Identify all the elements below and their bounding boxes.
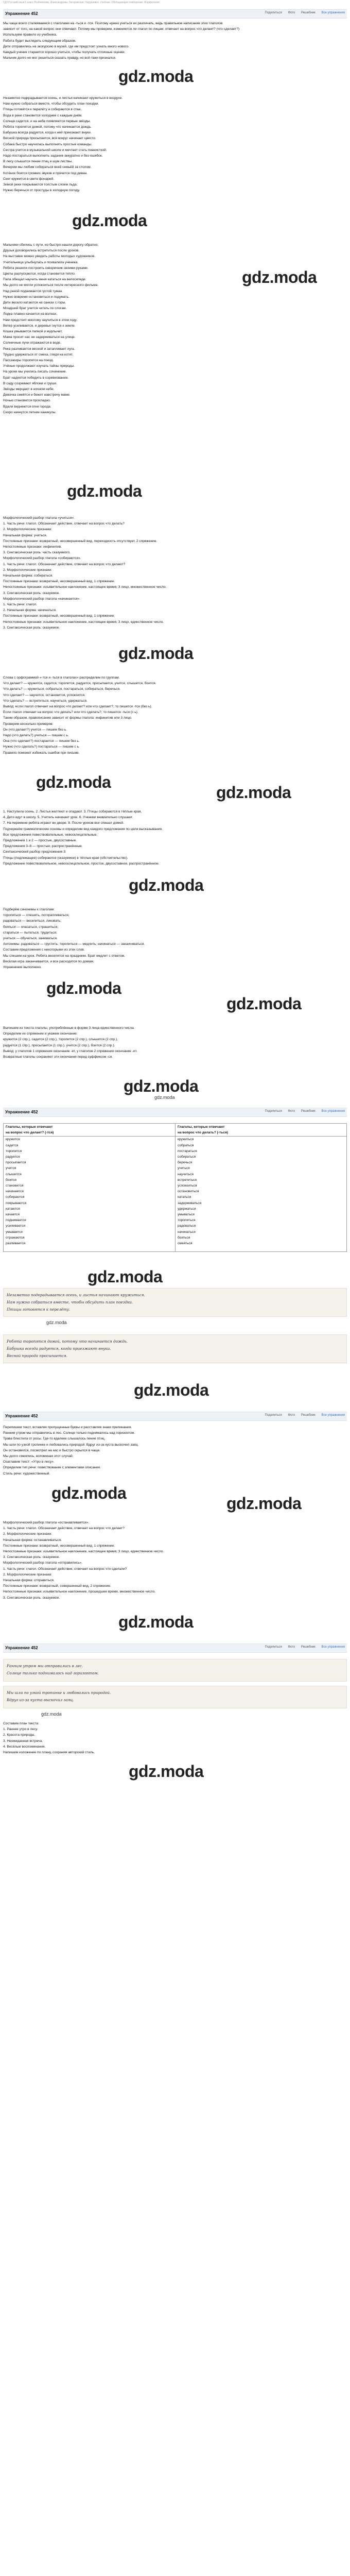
text-line: Надо (что делать?) учиться — пишем с ь. xyxy=(3,734,69,738)
text-line: Цветы распускаются, когда становится тепло. xyxy=(3,272,76,276)
share-button[interactable]: Поделиться xyxy=(265,11,282,14)
text-line: Дети весело катаются на санках с горы. xyxy=(3,301,66,305)
text-line: 3. Синтаксическая роль: сказуемое. xyxy=(3,1596,60,1600)
table-cell: успокоиться xyxy=(178,1184,197,1188)
watermark: gdz.moda xyxy=(129,876,204,894)
table-cell: учиться xyxy=(178,1166,190,1171)
text-line: Она (что сделает?) постарается — пишем без ь. xyxy=(3,739,80,743)
text-line: Составим план текста: xyxy=(3,1722,39,1725)
text-line: В саду созревают яблоки и груши. xyxy=(3,381,57,385)
exercise-title: Упражнение 452 xyxy=(5,1414,38,1418)
watermark: gdz.moda xyxy=(87,1267,163,1286)
text-line: Мы долго не могли успокоиться после интересного фильма. xyxy=(3,283,99,287)
watermark: gdz.moda xyxy=(118,67,194,86)
text-line: Постоянные признаки: возвратный, совершенный вид, 2 спряжение. xyxy=(3,1584,111,1588)
watermark: gdz.moda xyxy=(226,1494,302,1513)
text-line: Если глагол отвечает на вопрос что делать? или что сделать?, то пишется -ться (с ь). xyxy=(3,710,138,715)
text-line: 1. Часть речи: глагол. Обозначает действие, отвечает на вопрос что сделали? xyxy=(3,1567,127,1571)
text-line: радоваться — веселиться, ликовать; xyxy=(3,919,62,923)
exercise-controls xyxy=(260,1414,345,1417)
text-line: Солнце садится, и на небе появляются первые звёзды. xyxy=(3,119,91,123)
text-line: 7. На перемене ребята играют во дворе. 8. После уроков все спешат домой. xyxy=(3,821,124,825)
table-cell: катаются xyxy=(6,1207,20,1211)
text-line: Непостоянные признаки: изъявительное наклонение, настоящее время, 3 лицо, единственное число. xyxy=(3,1550,164,1554)
text-line: Брат надеется победить в соревновании. xyxy=(3,376,69,380)
text-line: Постоянные признаки: возвратный, несовершенный вид, 1 спряжение. xyxy=(3,580,115,584)
text-line: Друзья договорились встретиться после уроков. xyxy=(3,249,80,253)
text-line: Звёзды мерцают в ночном небе. xyxy=(3,387,55,392)
handwritten-answer xyxy=(3,1686,347,1708)
text-line: бояться — опасаться, страшиться; xyxy=(3,925,59,929)
table-cell: садится xyxy=(6,1143,19,1147)
solution-button[interactable]: Решебник xyxy=(301,1414,316,1417)
text-line: Предложения 1 и 2 — простые, двусоставные. xyxy=(3,839,77,843)
handwriting-line: Весной природа просыпается. xyxy=(7,1353,67,1358)
text-line: Постоянные признаки: возвратный, несовершенный вид, 1 спряжение. xyxy=(3,1544,115,1548)
text-line: 3. Синтаксическая роль: сказуемое. xyxy=(3,591,60,595)
table-cell: умываться xyxy=(178,1213,195,1217)
exercise-controls xyxy=(260,1646,345,1649)
text-line: Используем правило из учебника. xyxy=(3,33,57,37)
solution-button[interactable]: Решебник xyxy=(301,1110,316,1113)
table-cell: качается xyxy=(6,1213,20,1217)
table-cell: кружиться xyxy=(178,1138,194,1142)
table-cell: боится xyxy=(6,1178,16,1182)
text-line: Работа будет выглядеть следующим образом. xyxy=(3,39,76,43)
text-line: Мальчик долго не мог решиться сказать правду, но всё-таки признался. xyxy=(3,56,116,60)
table-cell: начинается xyxy=(6,1190,24,1194)
text-block xyxy=(3,242,347,415)
table-cell: разливается xyxy=(6,1242,26,1246)
text-line: Определим их спряжение и укажем окончание. xyxy=(3,1032,78,1036)
text-line: зависит от того, на какой вопрос они отвечают. Потому мы проверим, изменяется ли глагол по лицам: отвечает на вопрос что делает? (что сделает?) xyxy=(3,27,240,31)
handwritten-answer xyxy=(3,1659,347,1682)
text-line: Непостоянные признаки: инфинитив. xyxy=(3,545,62,549)
text-line: стараться — пытаться, трудиться; xyxy=(3,930,57,935)
text-line: 2. Красота природы. xyxy=(3,1733,36,1737)
handwriting-line: Незаметно подкрадывается осень, и листья начинают кружиться. xyxy=(7,1293,145,1297)
text-line: Ранним утром мы отправились в лес. Солнце только поднималось над горизонтом. xyxy=(3,1431,135,1435)
text-line: Напишем изложение по плану, сохраняя авторский стиль. xyxy=(3,1751,95,1755)
text-line: Предложение повествовательное, невосклицательное, простое, двусоставное, распространённое. xyxy=(3,861,160,866)
handwriting-line: Вдруг из-за куста выскочил заяц. xyxy=(7,1698,74,1702)
table-cell: задерживаться xyxy=(178,1201,202,1205)
share-button[interactable]: Поделиться xyxy=(265,1414,282,1417)
column-header: Глаголы, которые отвечают xyxy=(178,1125,225,1129)
watermark: gdz.moda xyxy=(242,268,317,286)
text-line: 4. Дети идут в школу. 5. Учитель начинает урок. 6. Ученики внимательно слушают. xyxy=(3,816,133,820)
text-line: Слова с орфограммой «-тся и -ться в глаголах» распределим по группам. xyxy=(3,676,120,680)
text-line: Над рекой поднимается густой туман. xyxy=(3,289,63,293)
text-line: 3. Неожиданная встреча. xyxy=(3,1739,43,1743)
table-cell: смеяться xyxy=(178,1242,192,1246)
text-line: Стиль речи: художественный. xyxy=(3,1471,50,1476)
text-line: Незаметно подкрадывается осень, и листья начинают кружиться в воздухе. xyxy=(3,96,123,100)
watermark: gdz.moda xyxy=(216,783,291,802)
text-line: Младший брат учится читать по слогам. xyxy=(3,307,67,311)
text-line: Что сделает? — научится, остановится, успокоится. xyxy=(3,693,85,697)
text-line: учиться — обучаться, заниматься. xyxy=(3,937,58,941)
table-cell: удержаться xyxy=(178,1207,196,1211)
text-line: Он (что делает?) учится — пишем без ь. xyxy=(3,727,67,732)
text-line: Дети отправились на экскурсию в музей, где им предстоит узнать много нового. xyxy=(3,44,129,48)
text-line: Бабушка всегда радуется, когда к ней приезжают внуки. xyxy=(3,131,92,135)
text-line: Антонимы: радоваться — грустить; торопиться — медлить; начинаться — заканчиваться. xyxy=(3,942,145,946)
text-line: Вдали виднеются огни города. xyxy=(3,404,51,409)
table-cell: кружится xyxy=(6,1138,20,1142)
text-line: Упражнение выполнено. xyxy=(3,965,42,970)
text-block xyxy=(3,21,347,61)
table-column-left xyxy=(4,1124,176,1251)
text-line: Что делать? — кружиться, собраться, постараться, собираться, беречься. xyxy=(3,687,120,691)
watermark-small: gdz.moda xyxy=(41,1711,62,1717)
text-line: Морфологический разбор глагола «собираются». xyxy=(3,556,81,561)
solution-button[interactable]: Решебник xyxy=(301,11,316,14)
watermark-small: gdz.moda xyxy=(46,1320,67,1325)
watermark: gdz.moda xyxy=(226,994,302,1013)
text-line: Птицы (подлежащее) собираются (сказуемое) в тёплые края (обстоятельство). xyxy=(3,856,128,860)
text-line: Постоянные признаки: возвратный, несовершенный вид, 1 спряжение. xyxy=(3,614,115,618)
watermark: gdz.moda xyxy=(118,644,194,663)
text-line: Начальная форма: собираться. xyxy=(3,574,53,578)
text-line: Нужно беречься от простуды в холодную погоду. xyxy=(3,189,80,193)
exercise-header xyxy=(3,1108,347,1117)
exercise-controls xyxy=(260,11,345,14)
text-block xyxy=(3,675,347,756)
column-header: на вопрос что делать? (-ться) xyxy=(178,1131,228,1135)
all-exercises-link[interactable]: Все упражнения xyxy=(321,1110,345,1113)
photo-button[interactable]: Фото xyxy=(288,11,295,14)
text-line: 1. Наступила осень. 2. Листья желтеют и опадают. 3. Птицы собираются в тёплые края. xyxy=(3,810,142,814)
text-line: Таким образом, правописание зависит от формы глагола: инфинитив или 3 лицо. xyxy=(3,716,132,720)
share-button[interactable]: Поделиться xyxy=(265,1110,282,1113)
table-cell: отражаются xyxy=(6,1235,25,1240)
table-cell: радоваться xyxy=(178,1224,196,1228)
text-line: 3. Синтаксическая роль: часть сказуемого. xyxy=(3,551,71,555)
text-line: Морфологический разбор глагола «отправились». xyxy=(3,1561,83,1565)
text-line: 4. Весёлые воспоминания. xyxy=(3,1744,46,1749)
exercise-header xyxy=(3,9,347,19)
text-line: Мама просит нас не задерживаться на улице. xyxy=(3,335,76,340)
text-line: Мы спешим на урок. Ребята веселятся на празднике. Брат медлит с ответом. xyxy=(3,954,125,958)
watermark: gdz.moda xyxy=(36,773,111,791)
table-cell: поднимается xyxy=(6,1218,26,1223)
text-line: Учёные продолжают изучать тайны природы. xyxy=(3,364,75,368)
text-line: Мы чаще всего сталкиваемся с глаголами на -ться и -тся. Поэтому нужно учиться их различать, ведь правильное написание этих глаголов xyxy=(3,22,223,25)
text-line: Озаглавим текст: «Утро в лесу». xyxy=(3,1460,55,1464)
all-exercises-link[interactable]: Все упражнения xyxy=(321,11,345,14)
table-cell: собираться xyxy=(178,1155,196,1159)
text-line: Каждый ученик старается хорошо учиться, чтобы получать отличные оценки. xyxy=(3,50,126,55)
table-cell: беречься xyxy=(178,1161,192,1165)
text-line: 2. Начальная форма: начинаться. xyxy=(3,608,57,613)
table-column-right xyxy=(176,1124,347,1251)
text-line: 1. Часть речи: глагол. Обозначает действие, отвечает на вопрос что делать? xyxy=(3,522,125,526)
text-line: Пассажиры торопятся на поезд. xyxy=(3,359,54,363)
text-line: Синтаксический разбор предложения 3: xyxy=(3,850,66,854)
table-cell: остановиться xyxy=(178,1190,199,1194)
text-line: 2. Морфологические признаки: xyxy=(3,1572,52,1577)
text-line: Начальная форма: отправиться. xyxy=(3,1579,55,1583)
text-line: Правило поможет избежать ошибок при письме. xyxy=(3,751,80,755)
text-line: Составим предложения с некоторыми из этих слов. xyxy=(3,948,85,952)
exercise-header xyxy=(3,1412,347,1421)
text-line: Что сделать? — встретиться, научиться, удержаться. xyxy=(3,699,87,703)
text-line: 1. Часть речи: глагол. Обозначает действие, отвечает на вопрос что делает? xyxy=(3,1527,125,1531)
exercise-title: Упражнение 452 xyxy=(5,1646,38,1650)
text-line: Мы шли по узкой тропинке и любовались природой. Вдруг из-за куста выскочил заяц. xyxy=(3,1443,139,1447)
solution-button[interactable]: Решебник xyxy=(301,1646,316,1649)
text-line: Постоянные признаки: возвратный, несовершенный вид, переходность отсутствует, 2 спряжение. xyxy=(3,539,157,543)
table-cell: учится xyxy=(6,1166,16,1171)
handwritten-answer xyxy=(3,1288,347,1317)
table-cell: научиться xyxy=(178,1172,194,1176)
table-cell: покрываются xyxy=(6,1201,27,1205)
text-line: Вода в реке становится холоднее с каждым днём. xyxy=(3,113,82,117)
handwriting-line: Бабушка всегда радуется, когда приезжают внуки. xyxy=(7,1346,111,1351)
watermark-small: gdz.moda xyxy=(154,1095,175,1100)
text-line: Собака быстро научилась выполнять простые команды. xyxy=(3,142,93,146)
text-line: Скоро начнутся летние каникулы. xyxy=(3,410,57,414)
text-line: Нужно (что сделать?) постараться — пишем с ь. xyxy=(3,745,80,749)
text-line: Нам нужно собраться вместе, чтобы обсудить план поездки. xyxy=(3,102,99,106)
watermark: gdz.moda xyxy=(134,1381,209,1399)
text-line: Предложения 3–8 — простые, распространённые. xyxy=(3,844,83,849)
text-line: Птицы готовятся к перелёту и собираются в стаи. xyxy=(3,108,82,112)
table-cell: встретиться xyxy=(178,1178,197,1182)
watermark: gdz.moda xyxy=(51,1484,127,1502)
text-line: Он остановился, посмотрел на нас и быстро скрылся в чаще. xyxy=(3,1448,100,1452)
text-block xyxy=(3,1425,347,1477)
table-cell: радуется xyxy=(6,1155,20,1159)
handwriting-line: Птицы готовятся к перелёту. xyxy=(7,1307,71,1312)
handwriting-line: Ранним утром мы отправились в лес. xyxy=(7,1664,83,1668)
table-cell: усиливается xyxy=(6,1224,26,1228)
watermark: gdz.moda xyxy=(129,1762,204,1781)
handwriting-line: Мы шли по узкой тропинке и любовались природой. xyxy=(7,1690,111,1695)
handwriting-line: Солнце только поднималось над горизонтом. xyxy=(7,1671,99,1675)
text-line: Трудно удержаться от смеха, глядя на котят. xyxy=(3,352,74,357)
text-line: Мальчики сбились с пути, но быстро нашли дорогу обратно. xyxy=(3,243,99,247)
table-cell: слышится xyxy=(6,1172,22,1176)
text-line: 1. Раннее утро в лесу. xyxy=(3,1727,38,1732)
watermark: gdz.moda xyxy=(72,211,147,230)
share-button[interactable]: Поделиться xyxy=(265,1646,282,1649)
exercise-title: Упражнение 452 xyxy=(5,1110,38,1114)
handwriting-line: Ребята торопятся домой, потому что начинается дождь. xyxy=(7,1339,128,1344)
text-block xyxy=(3,1025,347,1060)
table-cell: торопиться xyxy=(178,1218,196,1223)
text-line: Вечером мы любим собираться всей семьёй за столом. xyxy=(3,165,92,170)
text-line: Начальная форма: учиться. xyxy=(3,533,47,537)
text-line: Вывод: если глагол отвечает на вопрос что делает? или что сделает?, то пишется -тся (без ь). xyxy=(3,705,152,709)
text-line: Что делает? — кружится, садится, торопится, радуется, просыпается, учится, слышится, боится. xyxy=(3,682,156,686)
text-line: Папа обещал научить меня кататься на велосипеде. xyxy=(3,278,86,282)
table-cell: постараться xyxy=(178,1149,197,1153)
watermark: gdz.moda xyxy=(118,1613,194,1631)
text-line: Ребята решили построить скворечник своими руками. xyxy=(3,266,89,270)
text-line: Снег кружится в свете фонарей. xyxy=(3,177,55,181)
table-cell: начинаться xyxy=(178,1230,196,1234)
table-cell: собираются xyxy=(6,1195,25,1199)
text-line: Девочка смеётся и бежит навстречу маме. xyxy=(3,393,71,397)
text-line: Морфологический разбор глагола «учиться». xyxy=(3,516,75,520)
table-cell: становится xyxy=(6,1184,24,1188)
text-line: Перепишем текст, вставляя пропущенные буквы и расставляя знаки препинания. xyxy=(3,1426,132,1429)
text-line: Непостоянные признаки: изъявительное наклонение, настоящее время, 3 лицо, единственное число. xyxy=(3,620,164,624)
text-line: 2. Морфологические признаки: xyxy=(3,528,52,532)
text-line: Подберём синонимы к глаголам: xyxy=(3,908,55,911)
watermark: gdz.moda xyxy=(124,1077,199,1095)
text-line: 3. Синтаксическая роль: сказуемое. xyxy=(3,625,60,630)
text-line: Кошка умывается лапкой и мурлычет. xyxy=(3,330,63,334)
table-cell: бояться xyxy=(178,1235,190,1240)
exercise-title: Упражнение 452 xyxy=(5,11,38,16)
text-line: 1. Часть речи: глагол. xyxy=(3,603,38,607)
text-line: Проверим несколько примеров: xyxy=(3,722,54,726)
text-line: Котёнок боится громких звуков и прячется под диван. xyxy=(3,171,88,175)
text-line: Непостоянные признаки: изъявительное наклонение, прошедшее время, множественное число. xyxy=(3,1590,156,1594)
column-header: на вопрос что делает? (-тся) xyxy=(6,1131,54,1135)
text-line: Нам предстоит многому научиться в этом году. xyxy=(3,318,77,322)
text-block xyxy=(3,809,347,867)
text-block xyxy=(3,1520,347,1601)
verbs-table xyxy=(3,1123,347,1252)
text-line: В лесу слышится пение птиц и шум листвы. xyxy=(3,160,73,164)
photo-button[interactable]: Фото xyxy=(288,1414,295,1417)
page-header-text: ГДЗ Русский язык 6 класс Рыбченкова, Александрова, Загоровская, Нарушевич. Учебник. Обобщающее повторение. Морфология xyxy=(3,1,160,4)
table-cell: торопится xyxy=(6,1149,22,1153)
text-line: Весной природа просыпается, всё вокруг начинает цвести. xyxy=(3,137,96,141)
table-cell: собраться xyxy=(178,1143,194,1147)
text-line: Лодка плавно качается на волнах. xyxy=(3,312,58,316)
text-line: Определим тип речи: повествование с элементами описания. xyxy=(3,1466,101,1470)
photo-button[interactable]: Фото xyxy=(288,1110,295,1113)
table-cell: кататься xyxy=(178,1195,191,1199)
text-line: Ветер усиливается, и деревья гнутся к земле. xyxy=(3,324,76,328)
watermark: gdz.moda xyxy=(46,979,121,997)
table-cell: просыпается xyxy=(6,1161,26,1165)
exercise-header xyxy=(3,1643,347,1653)
all-exercises-link[interactable]: Все упражнения xyxy=(321,1646,345,1649)
text-line: 2. Морфологические признаки: xyxy=(3,1532,52,1536)
text-line: кружится (2 спр.), садится (2 спр.), торопится (2 спр.), слышится (2 спр.), xyxy=(3,1038,118,1042)
handwriting-line: Нам нужно собраться вместе, чтобы обсудить план поездки. xyxy=(7,1300,133,1304)
text-line: Морфологический разбор глагола «останавливается». xyxy=(3,1521,90,1524)
text-line: Все предложения повествовательные, невосклицательные. xyxy=(3,833,98,837)
text-line: Подчеркнём грамматические основы и определим вид каждого предложения по цели высказывания. xyxy=(3,827,163,831)
text-line: торопиться — спешить, поторапливаться; xyxy=(3,913,69,918)
text-block xyxy=(3,515,347,631)
text-line: Солнечные лучи отражаются в воде. xyxy=(3,341,61,345)
text-line: радуется (1 спр.), просыпается (1 спр.), учится (2 спр.), боится (2 спр.). xyxy=(3,1043,115,1047)
text-line: Река разливается весной и затапливает луга. xyxy=(3,347,75,351)
text-line: Надо постараться выполнить задание аккуратно и без ошибок. xyxy=(3,154,103,158)
text-line: На уроке мы учились писать сочинение. xyxy=(3,370,67,374)
exercise-controls xyxy=(260,1110,345,1113)
text-line: Вывод: у глаголов 1 спряжения окончание -ет, у глаголов 2 спряжения окончание -ит. xyxy=(3,1049,137,1053)
text-line: 3. Синтаксическая роль: сказуемое. xyxy=(3,1555,60,1560)
text-line: Ночью становится прохладно. xyxy=(3,399,51,403)
text-line: 2. Морфологические признаки: xyxy=(3,568,52,572)
column-header: Глаголы, которые отвечают xyxy=(6,1125,53,1129)
all-exercises-link[interactable]: Все упражнения xyxy=(321,1414,345,1417)
watermark: gdz.moda xyxy=(67,482,142,500)
text-line: Начальная форма: останавливаться. xyxy=(3,1538,62,1542)
text-line: Непостоянные признаки: изъявительное наклонение, настоящее время, 3 лицо, множественное число. xyxy=(3,585,167,589)
text-line: Сестра учится в музыкальной школе и мечтает стать пианисткой. xyxy=(3,148,107,152)
photo-button[interactable]: Фото xyxy=(288,1646,295,1649)
text-line: Трава блестела от росы. Где-то вдалеке слышалось пение птиц. xyxy=(3,1437,106,1441)
text-line: На выставке можно увидеть работы молодых художников. xyxy=(3,255,96,259)
text-block xyxy=(3,907,347,970)
text-block xyxy=(3,95,347,193)
text-block xyxy=(3,1721,347,1755)
text-line: Мы долго смеялись, вспоминая этот случай. xyxy=(3,1454,74,1459)
text-line: Ребята торопятся домой, потому что начинается дождь. xyxy=(3,125,92,129)
handwritten-answer xyxy=(3,1334,347,1363)
text-line: 1. Часть речи: глагол. Обозначает действие, отвечает на вопрос что делают? xyxy=(3,562,126,566)
text-line: Учительница улыбнулась и похвалила ученика. xyxy=(3,260,79,264)
text-line: Возвратные глаголы сохраняют эти окончания перед суффиксом -ся. xyxy=(3,1055,113,1059)
text-line: Весёлая игра заканчивается, и все расходятся по домам. xyxy=(3,959,94,963)
table-cell: умывается xyxy=(6,1230,23,1234)
text-line: Морфологический разбор глагола «начинается». xyxy=(3,597,81,601)
text-line: Выпишем из текста глаголы, употреблённые в форме 3 лица единственного числа. xyxy=(3,1026,135,1030)
text-line: Зимой реки покрываются толстым слоем льда. xyxy=(3,183,78,187)
text-line: Нужно вовремя остановиться и подумать. xyxy=(3,295,69,299)
